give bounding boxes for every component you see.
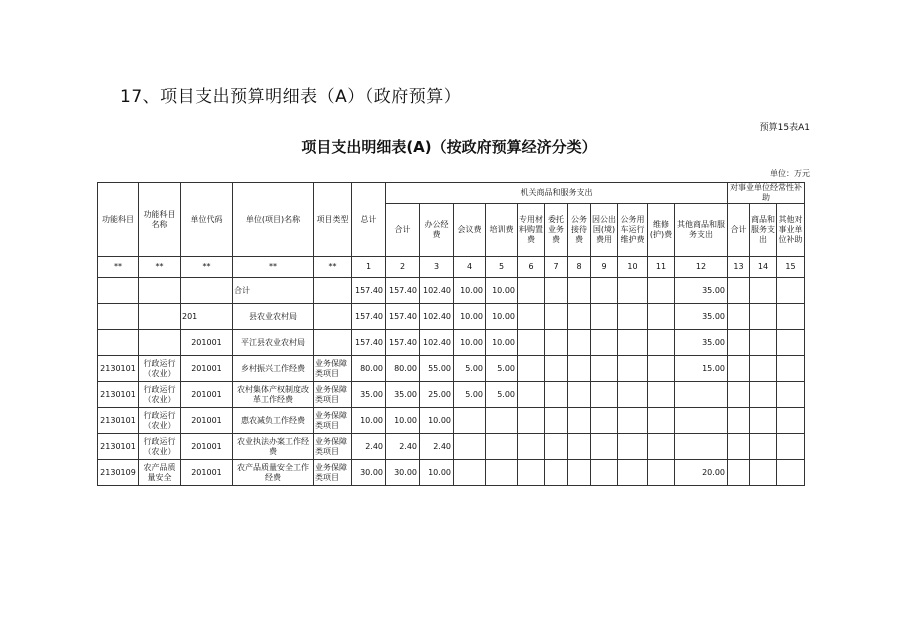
cell-c15 (777, 460, 805, 486)
cell-c13 (728, 278, 750, 304)
cell-c5 (486, 460, 518, 486)
cell-name: 农业执法办案工作经费 (233, 434, 314, 460)
cell-type: 业务保障类项目 (314, 408, 352, 434)
table-row (98, 356, 805, 382)
header-group-org: 机关商品和服务支出 (386, 183, 728, 204)
cell-type: 业务保障类项目 (314, 460, 352, 486)
cell-c3: 55.00 (420, 356, 454, 382)
header-sub-cell: 培训费 (486, 204, 518, 257)
mark-cell: 3 (420, 257, 454, 278)
cell-name: 平江县农业农村局 (233, 330, 314, 356)
mark-cell: 15 (777, 257, 805, 278)
cell-c11 (648, 408, 675, 434)
cell-c9 (591, 304, 618, 330)
cell-c2: 80.00 (386, 356, 420, 382)
header-func-subject-name: 功能科目名称 (139, 183, 181, 257)
cell-code: 201 (181, 304, 233, 330)
mark-cell: 6 (518, 257, 545, 278)
cell-func: 2130101 (98, 408, 139, 434)
cell-c4 (454, 460, 486, 486)
cell-c8 (568, 460, 591, 486)
cell-c14 (750, 434, 777, 460)
cell-func (98, 330, 139, 356)
cell-func-name (139, 330, 181, 356)
table-row (98, 330, 805, 356)
cell-c4 (454, 408, 486, 434)
cell-c14 (750, 304, 777, 330)
cell-c15 (777, 382, 805, 408)
cell-code: 201001 (181, 460, 233, 486)
cell-func-name: 行政运行（农业） (139, 356, 181, 382)
cell-c2: 157.40 (386, 278, 420, 304)
cell-code: 201001 (181, 356, 233, 382)
cell-c10 (618, 356, 648, 382)
cell-c2: 30.00 (386, 460, 420, 486)
cell-name: 县农业农村局 (233, 304, 314, 330)
cell-c9 (591, 382, 618, 408)
cell-c6 (518, 330, 545, 356)
cell-c13 (728, 304, 750, 330)
cell-func-name: 行政运行（农业） (139, 408, 181, 434)
cell-c12: 35.00 (675, 304, 728, 330)
cell-name: 惠农减负工作经费 (233, 408, 314, 434)
unit-label: 单位：万元 (770, 169, 810, 178)
cell-c5: 10.00 (486, 330, 518, 356)
page-heading: 17、项目支出预算明细表（A）（政府预算） (120, 87, 462, 107)
cell-c6 (518, 356, 545, 382)
cell-c14 (750, 356, 777, 382)
cell-c8 (568, 434, 591, 460)
mark-cell: ** (314, 257, 352, 278)
cell-code (181, 278, 233, 304)
header-sub-cell: 会议费 (454, 204, 486, 257)
cell-c5: 10.00 (486, 278, 518, 304)
cell-c4: 5.00 (454, 356, 486, 382)
cell-c13 (728, 330, 750, 356)
cell-c7 (545, 304, 568, 330)
cell-total: 157.40 (352, 304, 386, 330)
table-row (98, 460, 805, 486)
cell-c15 (777, 304, 805, 330)
cell-c9 (591, 356, 618, 382)
header-sub-cell: 其他对事业单位补助 (777, 204, 805, 257)
cell-c10 (618, 382, 648, 408)
cell-c11 (648, 304, 675, 330)
cell-c6 (518, 408, 545, 434)
table-row (98, 304, 805, 330)
cell-c11 (648, 382, 675, 408)
cell-c8 (568, 356, 591, 382)
cell-c6 (518, 434, 545, 460)
header-sub-cell: 公务接待费 (568, 204, 591, 257)
header-sub-cell: 合计 (728, 204, 750, 257)
cell-c12 (675, 408, 728, 434)
cell-c4 (454, 434, 486, 460)
cell-c15 (777, 434, 805, 460)
header-group-subsidy: 对事业单位经常性补助 (728, 183, 805, 204)
cell-c10 (618, 408, 648, 434)
cell-c3: 102.40 (420, 330, 454, 356)
header-total: 总计 (352, 183, 386, 257)
cell-c13 (728, 382, 750, 408)
cell-c4: 10.00 (454, 330, 486, 356)
cell-func: 2130101 (98, 382, 139, 408)
cell-c7 (545, 278, 568, 304)
cell-c4: 5.00 (454, 382, 486, 408)
cell-total: 10.00 (352, 408, 386, 434)
cell-c4: 10.00 (454, 278, 486, 304)
mark-cell: 1 (352, 257, 386, 278)
cell-total: 157.40 (352, 278, 386, 304)
cell-c9 (591, 460, 618, 486)
cell-c5 (486, 434, 518, 460)
cell-c6 (518, 382, 545, 408)
cell-code: 201001 (181, 434, 233, 460)
mark-cell: ** (139, 257, 181, 278)
cell-func-name (139, 278, 181, 304)
header-sub-cell: 委托业务费 (545, 204, 568, 257)
table-row (98, 408, 805, 434)
cell-c8 (568, 408, 591, 434)
cell-type (314, 278, 352, 304)
cell-c7 (545, 460, 568, 486)
cell-c15 (777, 356, 805, 382)
cell-c14 (750, 460, 777, 486)
cell-c10 (618, 330, 648, 356)
mark-cell: 7 (545, 257, 568, 278)
cell-c8 (568, 330, 591, 356)
cell-func: 2130101 (98, 356, 139, 382)
mark-cell: ** (98, 257, 139, 278)
table-row (98, 382, 805, 408)
cell-c12: 35.00 (675, 278, 728, 304)
cell-c5: 10.00 (486, 304, 518, 330)
header-sub-cell: 因公出国(境)费用 (591, 204, 618, 257)
cell-type (314, 330, 352, 356)
cell-func: 2130109 (98, 460, 139, 486)
cell-func (98, 278, 139, 304)
cell-type: 业务保障类项目 (314, 382, 352, 408)
cell-c9 (591, 278, 618, 304)
mark-cell: 4 (454, 257, 486, 278)
header-sub-cell: 维修(护)费 (648, 204, 675, 257)
header-func-subject: 功能科目 (98, 183, 139, 257)
cell-c8 (568, 278, 591, 304)
cell-c2: 157.40 (386, 304, 420, 330)
cell-c2: 35.00 (386, 382, 420, 408)
cell-c7 (545, 434, 568, 460)
cell-c14 (750, 382, 777, 408)
cell-c9 (591, 408, 618, 434)
cell-func (98, 304, 139, 330)
header-row-marks (98, 257, 805, 278)
header-sub-cell: 公务用车运行维护费 (618, 204, 648, 257)
cell-c9 (591, 434, 618, 460)
cell-c7 (545, 408, 568, 434)
cell-total: 35.00 (352, 382, 386, 408)
cell-c8 (568, 304, 591, 330)
cell-c2: 2.40 (386, 434, 420, 460)
cell-name: 乡村振兴工作经费 (233, 356, 314, 382)
cell-c13 (728, 356, 750, 382)
header-unit-name: 单位(项目)名称 (233, 183, 314, 257)
cell-c11 (648, 356, 675, 382)
cell-name: 农村集体产权制度改革工作经费 (233, 382, 314, 408)
header-row-group (98, 183, 805, 204)
cell-c3: 25.00 (420, 382, 454, 408)
mark-cell: 11 (648, 257, 675, 278)
cell-c10 (618, 278, 648, 304)
header-sub-cell: 合计 (386, 204, 420, 257)
cell-c5: 5.00 (486, 356, 518, 382)
cell-c3: 10.00 (420, 408, 454, 434)
cell-c11 (648, 278, 675, 304)
cell-func-name (139, 304, 181, 330)
cell-c3: 2.40 (420, 434, 454, 460)
cell-c14 (750, 408, 777, 434)
cell-c12 (675, 434, 728, 460)
mark-cell: 12 (675, 257, 728, 278)
cell-c6 (518, 278, 545, 304)
cell-c3: 102.40 (420, 304, 454, 330)
cell-total: 30.00 (352, 460, 386, 486)
mark-cell: 8 (568, 257, 591, 278)
header-project-type: 项目类型 (314, 183, 352, 257)
cell-c9 (591, 330, 618, 356)
cell-c2: 10.00 (386, 408, 420, 434)
cell-func-name: 行政运行（农业） (139, 434, 181, 460)
cell-total: 2.40 (352, 434, 386, 460)
cell-c8 (568, 382, 591, 408)
cell-c5 (486, 408, 518, 434)
cell-c15 (777, 408, 805, 434)
cell-name: 合计 (233, 278, 314, 304)
cell-name: 农产品质量安全工作经费 (233, 460, 314, 486)
cell-c7 (545, 382, 568, 408)
table-row (98, 278, 805, 304)
table-row (98, 434, 805, 460)
header-sub-cell: 其他商品和服务支出 (675, 204, 728, 257)
mark-cell: 14 (750, 257, 777, 278)
cell-c15 (777, 330, 805, 356)
cell-c13 (728, 434, 750, 460)
cell-c6 (518, 304, 545, 330)
header-sub-cell: 商品和服务支出 (750, 204, 777, 257)
cell-code: 201001 (181, 330, 233, 356)
cell-c13 (728, 408, 750, 434)
cell-c12: 35.00 (675, 330, 728, 356)
cell-func-name: 行政运行（农业） (139, 382, 181, 408)
mark-cell: 9 (591, 257, 618, 278)
cell-c15 (777, 278, 805, 304)
cell-type: 业务保障类项目 (314, 356, 352, 382)
cell-c12 (675, 382, 728, 408)
budget-table (97, 182, 805, 486)
cell-total: 80.00 (352, 356, 386, 382)
cell-c3: 102.40 (420, 278, 454, 304)
cell-c7 (545, 356, 568, 382)
cell-c11 (648, 434, 675, 460)
cell-c7 (545, 330, 568, 356)
mark-cell: ** (233, 257, 314, 278)
cell-c10 (618, 460, 648, 486)
cell-c12: 20.00 (675, 460, 728, 486)
cell-type: 业务保障类项目 (314, 434, 352, 460)
mark-cell: 5 (486, 257, 518, 278)
mark-cell: ** (181, 257, 233, 278)
cell-c2: 157.40 (386, 330, 420, 356)
mark-cell: 10 (618, 257, 648, 278)
mark-cell: 13 (728, 257, 750, 278)
table-title: 项目支出明细表(A)（按政府预算经济分类） (301, 138, 597, 156)
mark-cell: 2 (386, 257, 420, 278)
cell-c14 (750, 278, 777, 304)
cell-c11 (648, 460, 675, 486)
form-code: 预算15表A1 (759, 123, 810, 133)
cell-c12: 15.00 (675, 356, 728, 382)
cell-type (314, 304, 352, 330)
header-sub-cell: 办公经费 (420, 204, 454, 257)
cell-c13 (728, 460, 750, 486)
cell-code: 201001 (181, 408, 233, 434)
cell-c14 (750, 330, 777, 356)
header-unit-code: 单位代码 (181, 183, 233, 257)
cell-c3: 10.00 (420, 460, 454, 486)
cell-c10 (618, 434, 648, 460)
cell-c4: 10.00 (454, 304, 486, 330)
cell-c6 (518, 460, 545, 486)
header-sub-cell: 专用材料购置费 (518, 204, 545, 257)
cell-total: 157.40 (352, 330, 386, 356)
cell-c5: 5.00 (486, 382, 518, 408)
cell-code: 201001 (181, 382, 233, 408)
cell-c10 (618, 304, 648, 330)
cell-func-name: 农产品质量安全 (139, 460, 181, 486)
table-body (98, 278, 805, 486)
cell-c11 (648, 330, 675, 356)
cell-func: 2130101 (98, 434, 139, 460)
